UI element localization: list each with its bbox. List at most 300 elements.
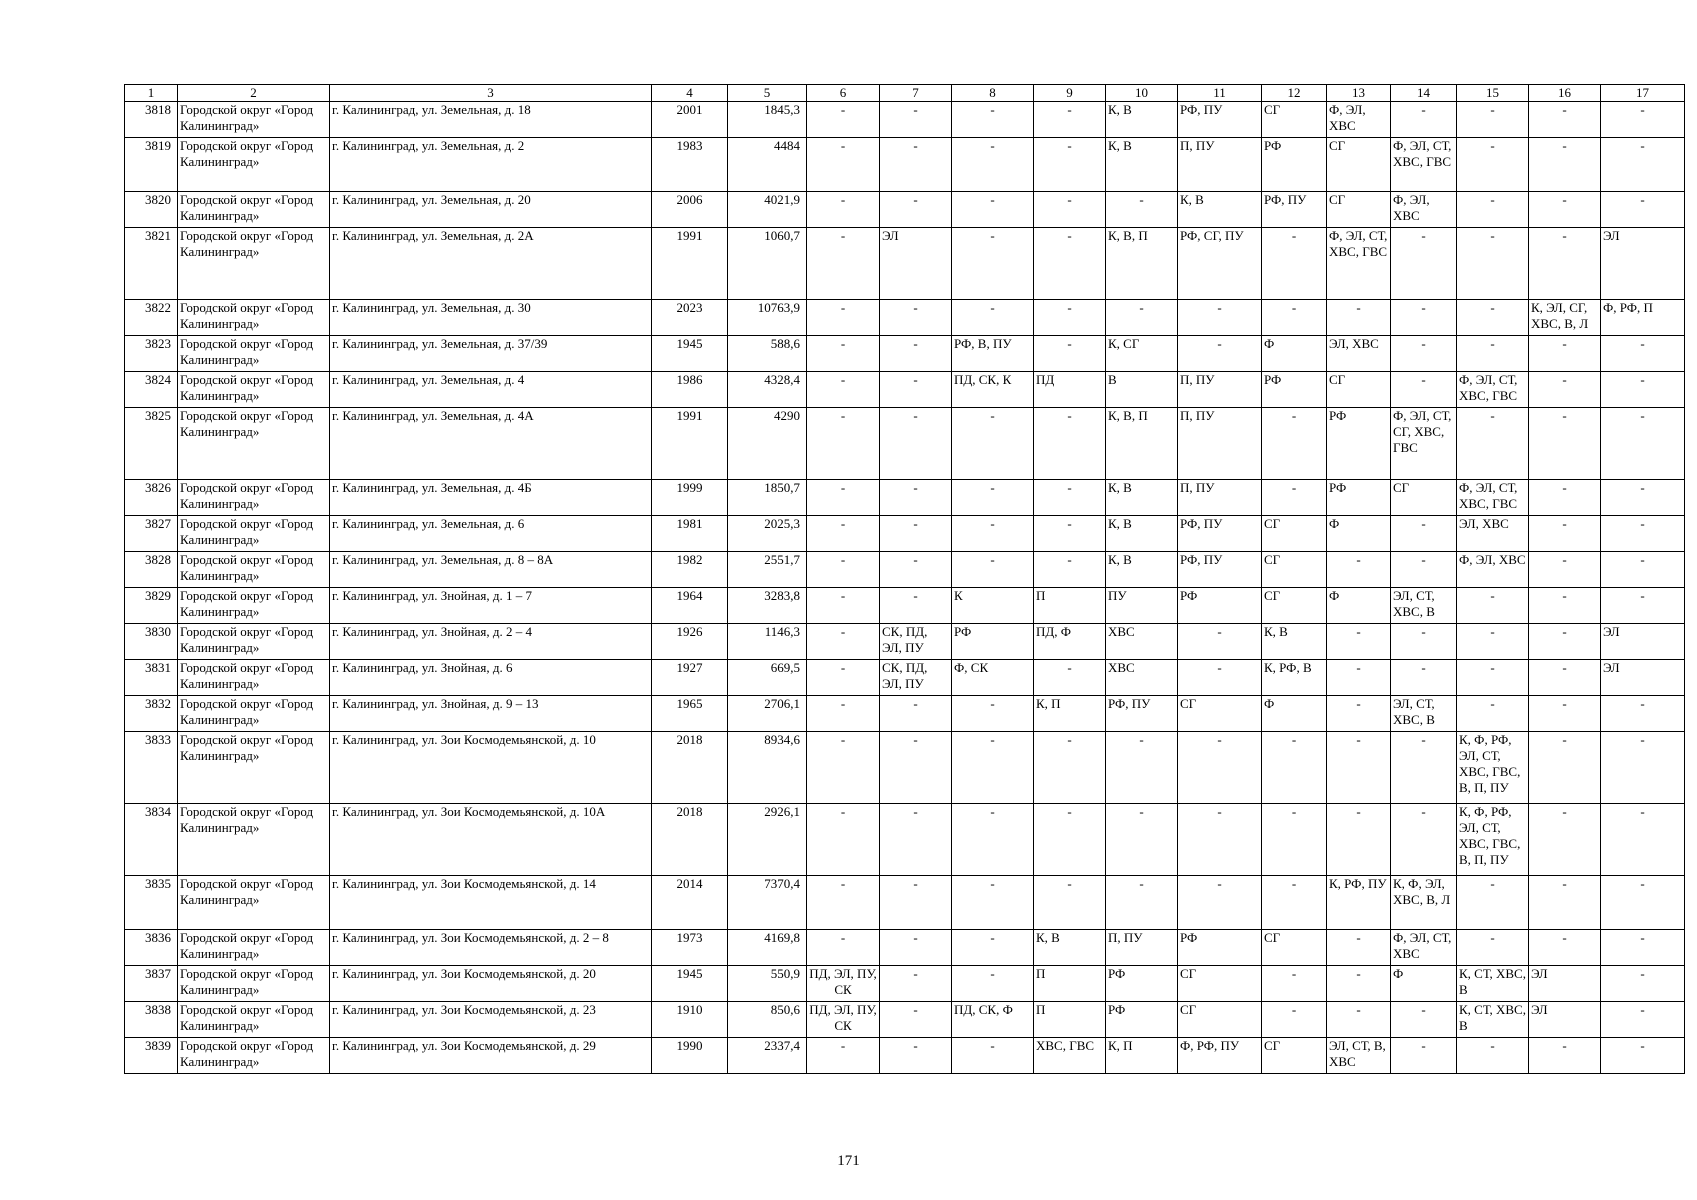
table-cell: - [1601,876,1685,930]
table-cell: - [807,336,880,372]
table-cell: - [1601,588,1685,624]
table-cell: г. Калининград, ул. Зои Космодемьянской, д. 10 [330,732,652,804]
table-cell: 1926 [652,624,728,660]
table-cell: - [1529,624,1601,660]
table-cell: - [952,480,1034,516]
table-cell: К, В [1106,102,1178,138]
table-cell: - [1601,966,1685,1002]
table-cell: - [1529,228,1601,300]
table-cell: - [1457,138,1529,192]
table-row [125,138,1685,192]
table-cell: 1999 [652,480,728,516]
table-cell: - [952,192,1034,228]
table-cell: Городской округ «Город Калининград» [178,660,330,696]
table-cell: 8934,6 [728,732,807,804]
table-cell: К, В [1106,480,1178,516]
table-cell: г. Калининград, ул. Земельная, д. 8 – 8А [330,552,652,588]
table-cell: - [880,1038,952,1074]
table-cell: - [1262,480,1327,516]
table-cell: Городской округ «Город Калининград» [178,696,330,732]
table-cell: РФ [1262,372,1327,408]
table-cell: Ф, ЭЛ, ХВС [1391,192,1457,228]
table-cell: - [1601,804,1685,876]
table-cell: - [1178,732,1262,804]
table-cell: - [1601,1002,1685,1038]
table-row [125,480,1685,516]
table-cell: - [1034,408,1106,480]
table-cell: г. Калининград, ул. Знойная, д. 9 – 13 [330,696,652,732]
table-cell: РФ, ПУ [1178,516,1262,552]
table-cell: ЭЛ, ХВС [1327,336,1391,372]
table-cell: Городской округ «Город Калининград» [178,552,330,588]
table-row [125,516,1685,552]
table-cell: К, Ф, ЭЛ, ХВС, В, Л [1391,876,1457,930]
table-cell: Городской округ «Город Калининград» [178,192,330,228]
table-cell: - [807,876,880,930]
table-cell: - [1529,804,1601,876]
table-cell: - [880,372,952,408]
table-cell: - [1034,336,1106,372]
table-cell: - [807,372,880,408]
table-cell: СГ [1327,138,1391,192]
table-cell: 2001 [652,102,728,138]
table-cell: 1981 [652,516,728,552]
table-cell: - [1327,624,1391,660]
table-cell: 1060,7 [728,228,807,300]
table-row [125,1002,1685,1038]
table-cell: - [1034,660,1106,696]
column-header: 12 [1262,85,1327,102]
table-cell: СК, ПД, ЭЛ, ПУ [880,624,952,660]
table-cell: г. Калининград, ул. Зои Космодемьянской, д. 23 [330,1002,652,1038]
table-cell: - [807,192,880,228]
table-cell: - [1457,102,1529,138]
table-cell: - [1391,102,1457,138]
table-cell: - [1391,1038,1457,1074]
table-cell: 1991 [652,408,728,480]
table-cell: - [880,480,952,516]
table-cell: Городской округ «Город Калининград» [178,1038,330,1074]
table-cell: 3830 [125,624,178,660]
table-cell: Ф, ЭЛ, СТ, ХВС, ГВС [1327,228,1391,300]
table-cell: СГ [1262,930,1327,966]
table-cell: - [880,552,952,588]
table-cell: - [807,408,880,480]
table-cell: ЭЛ [1601,624,1685,660]
table-cell: - [1178,300,1262,336]
table-cell: - [952,930,1034,966]
table-cell: - [1178,876,1262,930]
table-cell: - [880,138,952,192]
table-cell: ЭЛ [1601,660,1685,696]
table-cell: - [807,696,880,732]
table-cell: - [952,138,1034,192]
table-cell: - [1391,372,1457,408]
table-cell: ХВС, ГВС [1034,1038,1106,1074]
table-cell: Ф, СК [952,660,1034,696]
column-header: 4 [652,85,728,102]
table-cell: г. Калининград, ул. Зои Космодемьянской, д. 20 [330,966,652,1002]
table-cell: - [807,480,880,516]
table-cell: РФ, СГ, ПУ [1178,228,1262,300]
page-number: 171 [837,1153,860,1169]
table-cell: СГ [1391,480,1457,516]
table-cell: 1964 [652,588,728,624]
table-cell: - [1457,192,1529,228]
table-cell: 2706,1 [728,696,807,732]
table-cell: г. Калининград, ул. Земельная, д. 2А [330,228,652,300]
table-cell: - [807,516,880,552]
table-cell: - [807,732,880,804]
table-cell: - [1391,660,1457,696]
table-cell: - [880,300,952,336]
table-cell: - [1457,588,1529,624]
table-cell: 2023 [652,300,728,336]
table-cell: СГ [1262,1038,1327,1074]
table-cell: 1845,3 [728,102,807,138]
table-cell: Ф, ЭЛ, СТ, СГ, ХВС, ГВС [1391,408,1457,480]
table-cell: РФ, ПУ [1262,192,1327,228]
table-cell: К, РФ, В [1262,660,1327,696]
table-cell: - [1391,516,1457,552]
table-cell: 3821 [125,228,178,300]
table-cell: - [1457,228,1529,300]
table-cell: П, ПУ [1178,372,1262,408]
table-cell: 3837 [125,966,178,1002]
table-cell: - [1601,552,1685,588]
table-cell: Городской округ «Город Калининград» [178,138,330,192]
table-cell: - [1391,228,1457,300]
table-cell: - [1601,138,1685,192]
column-header: 7 [880,85,952,102]
table-cell: - [1034,102,1106,138]
table-cell: - [1106,804,1178,876]
table-cell: - [1601,1038,1685,1074]
table-cell: - [952,102,1034,138]
table-cell: 4328,4 [728,372,807,408]
column-header: 6 [807,85,880,102]
table-cell: г. Калининград, ул. Зои Космодемьянской, д. 14 [330,876,652,930]
table-cell: - [1529,480,1601,516]
table-cell: К, П [1106,1038,1178,1074]
table-cell: - [1529,660,1601,696]
table-cell: 3823 [125,336,178,372]
table-cell: Городской округ «Город Калининград» [178,1002,330,1038]
table-cell: 3826 [125,480,178,516]
table-cell: - [1106,192,1178,228]
table-cell: РФ, В, ПУ [952,336,1034,372]
column-header: 11 [1178,85,1262,102]
table-cell: - [1529,192,1601,228]
table-cell: 3283,8 [728,588,807,624]
table-cell: г. Калининград, ул. Земельная, д. 4Б [330,480,652,516]
housing-register-table [124,84,1685,1074]
table-cell: - [1529,516,1601,552]
table-cell: СГ [1327,192,1391,228]
table-cell: г. Калининград, ул. Зои Космодемьянской, д. 10А [330,804,652,876]
table-cell: - [807,300,880,336]
table-cell: - [952,804,1034,876]
table-cell: ПУ [1106,588,1178,624]
table-row [125,966,1685,1002]
table-cell: 2551,7 [728,552,807,588]
table-row [125,372,1685,408]
table-cell: - [1529,732,1601,804]
table-cell: - [1601,732,1685,804]
table-cell: - [1457,660,1529,696]
table-cell: - [880,732,952,804]
table-cell: - [1106,732,1178,804]
table-cell: Городской округ «Город Калининград» [178,228,330,300]
table-row [125,552,1685,588]
table-cell: Ф, РФ, П [1601,300,1685,336]
table-cell: К, В [1034,930,1106,966]
table-cell: П [1034,588,1106,624]
table-cell: Городской округ «Город Калининград» [178,408,330,480]
table-cell: - [1391,552,1457,588]
table-cell: - [1262,804,1327,876]
table-cell: РФ, ПУ [1178,552,1262,588]
table-cell: 1983 [652,138,728,192]
table-cell: СГ [1178,1002,1262,1038]
table-cell: К, Ф, РФ, ЭЛ, СТ, ХВС, ГВС, В, П, ПУ [1457,804,1529,876]
table-cell: ЭЛ [1529,966,1601,1002]
table-cell: - [1601,696,1685,732]
table-cell: К, СТ, ХВС, В [1457,1002,1529,1038]
table-cell: К, В [1106,516,1178,552]
column-header: 3 [330,85,652,102]
table-cell: 3836 [125,930,178,966]
table-cell: К, В, П [1106,408,1178,480]
table-cell: К, В [1262,624,1327,660]
table-cell: 2014 [652,876,728,930]
table-cell: Ф, ЭЛ, ХВС [1457,552,1529,588]
table-cell: - [1034,804,1106,876]
table-cell: 3834 [125,804,178,876]
table-cell: 4484 [728,138,807,192]
table-cell: - [1601,192,1685,228]
table-cell: Ф, ЭЛ, СТ, ХВС, ГВС [1457,480,1529,516]
table-cell: - [1457,624,1529,660]
table-cell: Ф, ЭЛ, СТ, ХВС, ГВС [1391,138,1457,192]
table-cell: Городской округ «Город Калининград» [178,372,330,408]
table-cell: - [1262,408,1327,480]
table-cell: - [952,408,1034,480]
table-row [125,930,1685,966]
table-cell: - [1327,696,1391,732]
table-cell: Ф [1262,696,1327,732]
table-cell: 3829 [125,588,178,624]
table-row [125,1038,1685,1074]
table-cell: г. Калининград, ул. Земельная, д. 30 [330,300,652,336]
table-row [125,102,1685,138]
table-cell: - [1327,660,1391,696]
table-cell: 4290 [728,408,807,480]
table-cell: К, СТ, ХВС, В [1457,966,1529,1002]
table-cell: - [1601,336,1685,372]
table-cell: РФ [1178,588,1262,624]
table-cell: - [1327,552,1391,588]
table-cell: г. Калининград, ул. Зои Космодемьянской, д. 2 – 8 [330,930,652,966]
table-cell: г. Калининград, ул. Земельная, д. 4 [330,372,652,408]
table-cell: ХВС [1106,624,1178,660]
table-cell: - [1529,552,1601,588]
table-cell: - [807,660,880,696]
table-cell: - [880,930,952,966]
table-row [125,660,1685,696]
table-cell: К, П [1034,696,1106,732]
table-cell: - [1457,300,1529,336]
table-cell: - [880,804,952,876]
table-cell: - [1327,804,1391,876]
table-cell: - [1529,102,1601,138]
table-header [125,85,1685,102]
column-header: 14 [1391,85,1457,102]
table-cell: ЭЛ, СТ, ХВС, В [1391,588,1457,624]
table-cell: - [952,876,1034,930]
table-cell: К, В [1106,138,1178,192]
table-cell: - [1529,588,1601,624]
table-cell: - [807,930,880,966]
table-cell: 1982 [652,552,728,588]
table-cell: - [1391,732,1457,804]
table-cell: - [952,228,1034,300]
table-cell: - [880,408,952,480]
table-cell: К, В, П [1106,228,1178,300]
table-cell: Городской округ «Город Калининград» [178,480,330,516]
table-body [125,102,1685,1074]
table-row [125,192,1685,228]
table-cell: РФ, ПУ [1178,102,1262,138]
table-cell: - [807,552,880,588]
table-cell: 3822 [125,300,178,336]
table-cell: г. Калининград, ул. Земельная, д. 37/39 [330,336,652,372]
table-cell: г. Калининград, ул. Знойная, д. 6 [330,660,652,696]
table-cell: ЭЛ [1529,1002,1601,1038]
table-cell: РФ, ПУ [1106,696,1178,732]
table-cell: ПД, СК, Ф [952,1002,1034,1038]
table-cell: - [807,1038,880,1074]
table-cell: - [1457,1038,1529,1074]
table-cell: 1146,3 [728,624,807,660]
table-cell: - [880,1002,952,1038]
table-cell: - [1034,300,1106,336]
table-cell: ЭЛ, СТ, ХВС, В [1391,696,1457,732]
table-cell: - [1327,732,1391,804]
table-cell: ЭЛ, СТ, В, ХВС [1327,1038,1391,1074]
table-cell: ЭЛ [1601,228,1685,300]
table-cell: РФ [1327,408,1391,480]
table-cell: - [1327,930,1391,966]
table-cell: - [1391,300,1457,336]
column-header: 2 [178,85,330,102]
table-cell: - [1262,876,1327,930]
table-cell: - [807,228,880,300]
table-cell: ХВС [1106,660,1178,696]
table-cell: П, ПУ [1178,480,1262,516]
column-number-row [125,85,1685,102]
table-cell: - [807,588,880,624]
table-cell: РФ [1262,138,1327,192]
table-cell: г. Калининград, ул. Земельная, д. 2 [330,138,652,192]
table-cell: - [1262,732,1327,804]
table-cell: 3828 [125,552,178,588]
table-row [125,804,1685,876]
table-cell: - [1529,138,1601,192]
table-row [125,228,1685,300]
table-cell: Ф [1262,336,1327,372]
table-cell: - [952,300,1034,336]
table-cell: - [880,192,952,228]
table-cell: 2006 [652,192,728,228]
table-cell: ПД, ЭЛ, ПУ, СК [807,966,880,1002]
table-cell: Ф, РФ, ПУ [1178,1038,1262,1074]
table-cell: К [952,588,1034,624]
table-cell: ПД, ЭЛ, ПУ, СК [807,1002,880,1038]
table-cell: - [1327,300,1391,336]
table-cell: - [952,732,1034,804]
table-cell: Городской округ «Город Калининград» [178,876,330,930]
table-cell: - [1457,876,1529,930]
table-cell: 669,5 [728,660,807,696]
table-cell: - [1034,228,1106,300]
table-cell: СК, ПД, ЭЛ, ПУ [880,660,952,696]
table-cell: - [880,102,952,138]
table-cell: - [1178,660,1262,696]
table-cell: 3833 [125,732,178,804]
table-cell: Городской округ «Город Калининград» [178,966,330,1002]
column-header: 9 [1034,85,1106,102]
table-cell: 3832 [125,696,178,732]
table-cell: - [807,804,880,876]
table-cell: - [1327,966,1391,1002]
table-cell: Городской округ «Город Калининград» [178,624,330,660]
table-cell: - [1391,336,1457,372]
table-cell: П, ПУ [1106,930,1178,966]
table-cell: 3825 [125,408,178,480]
table-cell: - [1106,300,1178,336]
table-cell: 3818 [125,102,178,138]
table-cell: СГ [1327,372,1391,408]
table-row [125,876,1685,930]
table-cell: - [952,966,1034,1002]
column-header: 13 [1327,85,1391,102]
table-cell: - [1034,192,1106,228]
table-cell: К, ЭЛ, СГ, ХВС, В, Л [1529,300,1601,336]
table-cell: СГ [1262,102,1327,138]
table-cell: 3827 [125,516,178,552]
table-cell: - [1034,876,1106,930]
column-header: 5 [728,85,807,102]
table-cell: 1965 [652,696,728,732]
table-cell: - [1391,804,1457,876]
table-cell: - [1601,372,1685,408]
table-cell: Ф, ЭЛ, СТ, ХВС [1391,930,1457,966]
table-cell: г. Калининград, ул. Знойная, д. 2 – 4 [330,624,652,660]
table-cell: - [1034,138,1106,192]
table-cell: - [1457,336,1529,372]
table-row [125,336,1685,372]
table-cell: СГ [1178,696,1262,732]
table-cell: ПД, СК, К [952,372,1034,408]
table-cell: - [1034,732,1106,804]
table-cell: - [1457,696,1529,732]
table-cell: РФ [1327,480,1391,516]
table-cell: 588,6 [728,336,807,372]
table-cell: 1927 [652,660,728,696]
table-cell: СГ [1262,588,1327,624]
table-cell: - [1601,516,1685,552]
